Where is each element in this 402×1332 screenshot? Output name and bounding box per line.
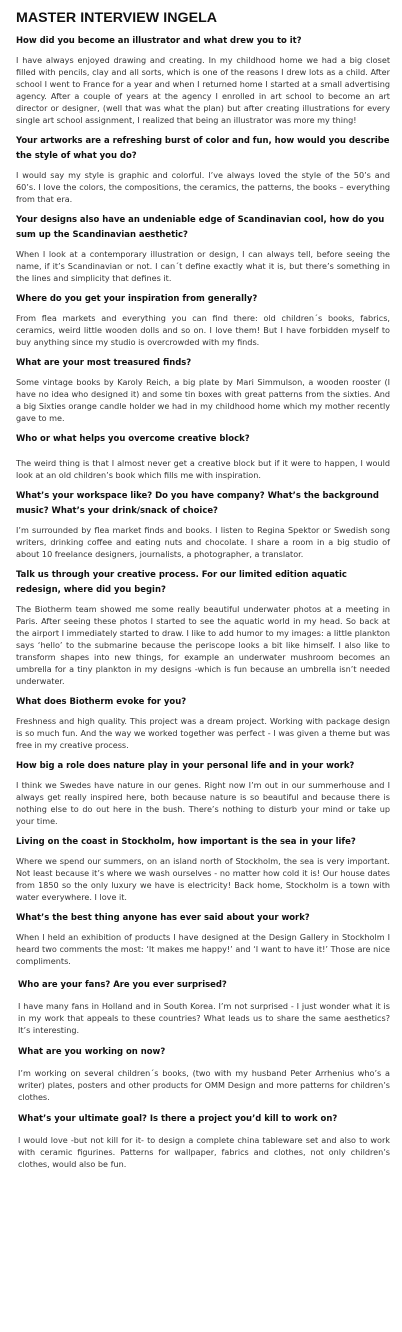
question: Who or what helps you overcome creative block? [16,433,250,443]
qa-item-13 [16,977,390,1036]
answer: I would love -but not kill for it- to design a complete china tableware set and also to work with ceramic figurines. Patterns for wallpaper, fabrics and clothes, not only children’s clothes, would also be fun. [18,1135,390,1169]
question: Talk us through your creative process. For our limited edition aquatic redesign, where did you begin? [16,569,347,594]
question: What’s your ultimate goal? Is there a project you’d kill to work on? [18,1113,338,1123]
question: What does Biotherm evoke for you? [16,696,187,706]
answer: I’m working on several children´s books, (two with my husband Peter Arrhenius who’s a writer) plates, posters and other products for OMM Design and more patterns for children’s clothes. [18,1068,390,1102]
qa-item-9 [16,694,390,751]
qa-item-12 [16,910,390,967]
answer: From flea markets and everything you can find there: old children´s books, fabrics, ceramics, weird little wooden dolls and so on. I love them! But I have forbidden myself to buy anything since my studio is overcrowded with my finds. [16,313,390,347]
qa-item-4 [16,291,390,348]
question: What’s the best thing anyone has ever said about your work? [16,912,310,922]
qa-item-1 [16,33,390,126]
question: What’s your workspace like? Do you have company? What’s the background music? What’s your drink/snack of choice? [16,490,379,515]
qa-item-14 [16,1044,390,1103]
answer: I have always enjoyed drawing and creating. In my childhood home we had a big closet filled with pencils, clay and all sorts, which is one of the reasons I drew lots as a child. After school I went to France for a year and when I returned home I started at a small advertising agency. After a couple of years at the agency I enrolled in art school to become an art director or designer, (well that was what the plan) but after creating illustrations for every single art school assignment, I realized that being an illustrator was more my thing! [16,55,390,125]
answer: The Biotherm team showed me some really beautiful underwater photos at a meeting in Paris. After seeing these photos I started to see the aquatic world in my head. So back at the airport I immediately started to draw. I like to add humor to my images: a little plankton says ‘hello’ to the submarine because the periscope looks a bit like himself. I also like to transform shapes into new things, for example an underwater mushroom becomes an umbrella for a tiny plankton in my designs -which is fun because an umbrella isn’t needed underwater. [16,604,390,686]
question: Your designs also have an undeniable edge of Scandinavian cool, how do you sum up the Scandinavian aesthetic? [16,214,385,239]
qa-item-10 [16,758,390,827]
answer: I have many fans in Holland and in South Korea. I’m not surprised - I just wonder what it is in my work that appeals to these countries? What leads us to share the same aesthetics? It’s interesting. [18,1001,390,1035]
qa-item-3 [16,212,390,284]
question: Who are your fans? Are you ever surprised? [18,979,227,989]
page-title: MASTER INTERVIEW INGELA [16,10,218,26]
answer: Some vintage books by Karoly Reich, a big plate by Mari Simmulson, a wooden rooster (I have no idea who designed it) and some tin boxes with great patterns from the sixties. And a big Sixties orange candle holder we had in my childhood home which my mother recently gave to me. [16,377,390,423]
question: What are you working on now? [18,1046,166,1056]
answer: When I held an exhibition of products I have designed at the Design Gallery in Stockholm I heard two comments the most: ‘It makes me happy!’ and ‘I want to have it!’ Those are nice compliments. [16,932,390,966]
question: How big a role does nature play in your personal life and in your work? [16,760,355,770]
answer: Freshness and high quality. This project was a dream project. Working with package design is so much fun. And the way we worked together was perfect - I was given a theme but was free in my creative process. [16,716,390,750]
answer: I would say my style is graphic and colorful. I’ve always loved the style of the 50’s and 60’s. I love the colors, the compositions, the ceramics, the patterns, the books – everything from that era. [16,170,390,204]
question: What are your most treasured finds? [16,357,192,367]
answer: When I look at a contemporary illustration or design, I can always tell, before seeing the name, if it’s Scandinavian or not. I can´t define exactly what it is, but there’s something in the lines and simplicity that defines it. [16,249,390,283]
question: How did you become an illustrator and what drew you to it? [16,35,302,45]
qa-item-7 [16,488,390,560]
question: Your artworks are a refreshing burst of color and fun, how would you describe the style of what you do? [16,135,390,160]
qa-item-5 [16,355,390,424]
answer: I’m surrounded by flea market finds and books. I listen to Regina Spektor or Swedish song writers, drinking coffee and eating nuts and chocolate. I share a room in a big studio of about 10 freelance designers, journalists, a photographer, a translator. [16,525,390,559]
question: Where do you get your inspiration from generally? [16,293,258,303]
qa-item-6 [16,431,390,481]
answer: I think we Swedes have nature in our genes. Right now I’m out in our summerhouse and I always get really inspired here, both because nature is so beautiful and because there is nothing else to do out here in the bush. There’s nothing to disturb your mind or take up your time. [16,780,390,826]
qa-item-15 [16,1111,390,1170]
answer: Where we spend our summers, on an island north of Stockholm, the sea is very important. Not least because it’s where we wash ourselves - no matter how cold it is! Our house dates from 1850 so the only luxury we have is electricity! Back home, Stockholm is a town with water everywhere. I love it. [16,856,390,902]
question: Living on the coast in Stockholm, how important is the sea in your life? [16,836,356,846]
interview-page [16,0,390,1170]
qa-item-11 [16,834,390,903]
qa-item-2 [16,133,390,205]
qa-item-8 [16,567,390,687]
answer: The weird thing is that I almost never get a creative block but if it were to happen, I would look at an old children’s book which fills me with inspiration. [16,458,390,480]
